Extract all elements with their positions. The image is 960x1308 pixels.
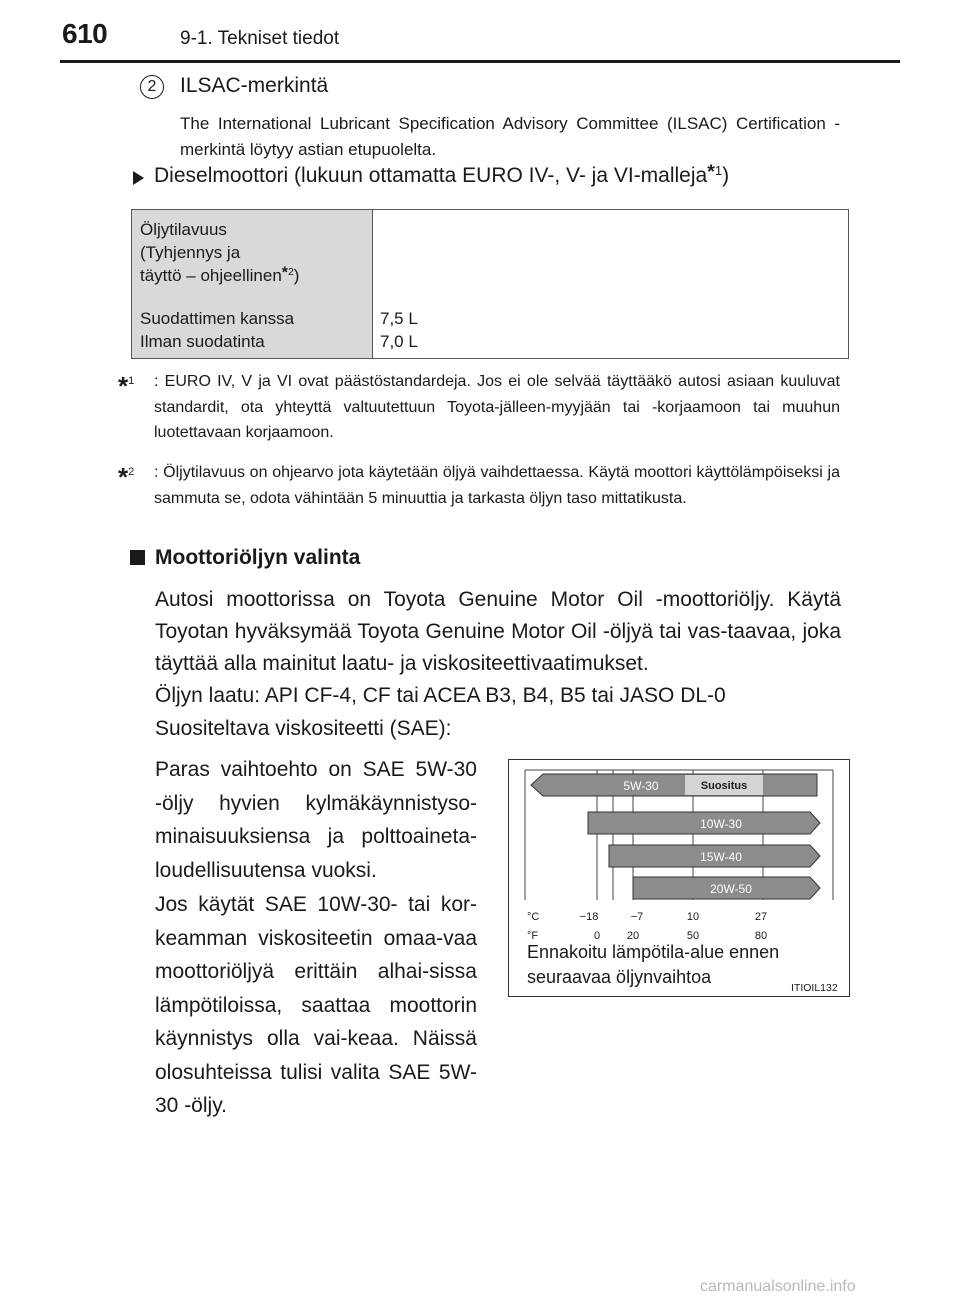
footnote-1: *$^1$ : EURO IV, V ja VI ovat päästöstandardeja. Jos ei ole selvää täyttääkö autosi asiaan kuuluvat standardit, ota yhteyttä valtuutettuun Toyota-jälleen-myyjään tai -korjaamoon tai muuhun luotettavaan korjaamoon. [118, 371, 840, 441]
oil-selection-heading: Moottoriöljyn valinta [155, 546, 361, 569]
bar-label-20w50: 20W-50 [710, 882, 752, 896]
diesel-heading-text: Dieselmoottori (lukuun ottamatta EURO IV-, V- ja VI-malleja$^{*1}$) [154, 160, 730, 187]
tick-f: 20 [626, 930, 640, 942]
table-row-labels [140, 307, 294, 353]
table-row-values [380, 307, 418, 353]
viscosity-chart [508, 759, 850, 997]
oil-quality: Öljyn laatu: API CF-4, CF tai ACEA B3, B4, B5 tai JASO DL-0 [155, 684, 726, 707]
unit-celsius: °C [527, 911, 540, 923]
bar-5w30 [531, 774, 817, 796]
table-cell: 7,0 L [380, 332, 418, 351]
viscosity-bars [531, 774, 820, 899]
tick-c: −7 [630, 911, 644, 923]
viscosity-paragraph-2: Jos käytät SAE 10W-30- tai kor-keamman viskositeetin omaa-vaa moottoriöljyä erittäin alhai-sissa lämpötiloissa, saattaa moottorin käynnistys olla vai-keaa. Näissä olosuhteissa tulisi valita SAE 5W-30 -öljy. [155, 893, 477, 1117]
recommended-tag: Suositus [700, 780, 748, 792]
tick-f: 80 [754, 930, 768, 942]
bar-label-15w40: 15W-40 [700, 850, 742, 864]
oil-selection-body: Autosi moottorissa on Toyota Genuine Motor Oil -moottoriöljy. Käytä Toyotan hyväksymää Toyota Genuine Motor Oil -öljyä tai vas-taavaa, joka täyttää alla mainitut laatu- ja viskositeettivaatimukset. [155, 588, 841, 675]
table-cell: Ilman suodatinta [140, 332, 265, 351]
section-title: 9-1. Tekniset tiedot [180, 28, 340, 49]
watermark: carmanualsonline.info [700, 1278, 856, 1295]
footnote-2: *$^2$ : Öljytilavuus on ohjearvo jota käytetään öljyä vaihdettaessa. Käytä moottori käyttölämpöiseksi ja sammuta se, odota vähintään 5 minuuttia ja tarkasta öljyn taso mittatikusta. [118, 462, 840, 507]
triangle-bullet-icon [133, 171, 144, 185]
tick-c: −18 [579, 911, 599, 923]
figure-caption: Ennakoitu lämpötila-alue ennen seuraavaa öljynvaihtoa [527, 942, 780, 987]
square-bullet-icon [130, 550, 145, 565]
tick-f: 0 [593, 930, 601, 942]
table-cell: Suodattimen kanssa [140, 309, 295, 328]
figure-code: ITIOIL132 [791, 982, 838, 994]
unit-fahrenheit: °F [527, 930, 539, 942]
tick-c: 10 [686, 911, 700, 923]
bar-label-10w30: 10W-30 [700, 817, 742, 831]
viscosity-paragraph-1: Paras vaihtoehto on SAE 5W-30 -öljy hyvien kylmäkäynnistyso-minaisuuksiensa ja polttoaineta-loudellisuutensa vuoksi. [155, 758, 477, 882]
page-number: 610 [62, 18, 108, 49]
tick-f: 50 [686, 930, 700, 942]
table-header: Öljytilavuus (Tyhjennys ja täyttö – ohjeellinen$^{*2}$) [140, 220, 300, 285]
ilsac-description: The International Lubricant Specification Advisory Committee (ILSAC) Certification -merkintä löytyy astian etupuolelta. [180, 114, 840, 159]
tick-c: 27 [754, 911, 768, 923]
viscosity-label: Suositeltava viskositeetti (SAE): [155, 717, 452, 740]
bar-label-5w30: 5W-30 [623, 779, 659, 793]
table-cell: 7,5 L [380, 309, 418, 328]
ilsac-heading: ILSAC-merkintä [180, 74, 329, 97]
header-rule [60, 60, 900, 63]
diesel-heading [133, 160, 730, 188]
circled-number: 2 [140, 75, 164, 99]
oil-capacity-table [131, 209, 849, 359]
